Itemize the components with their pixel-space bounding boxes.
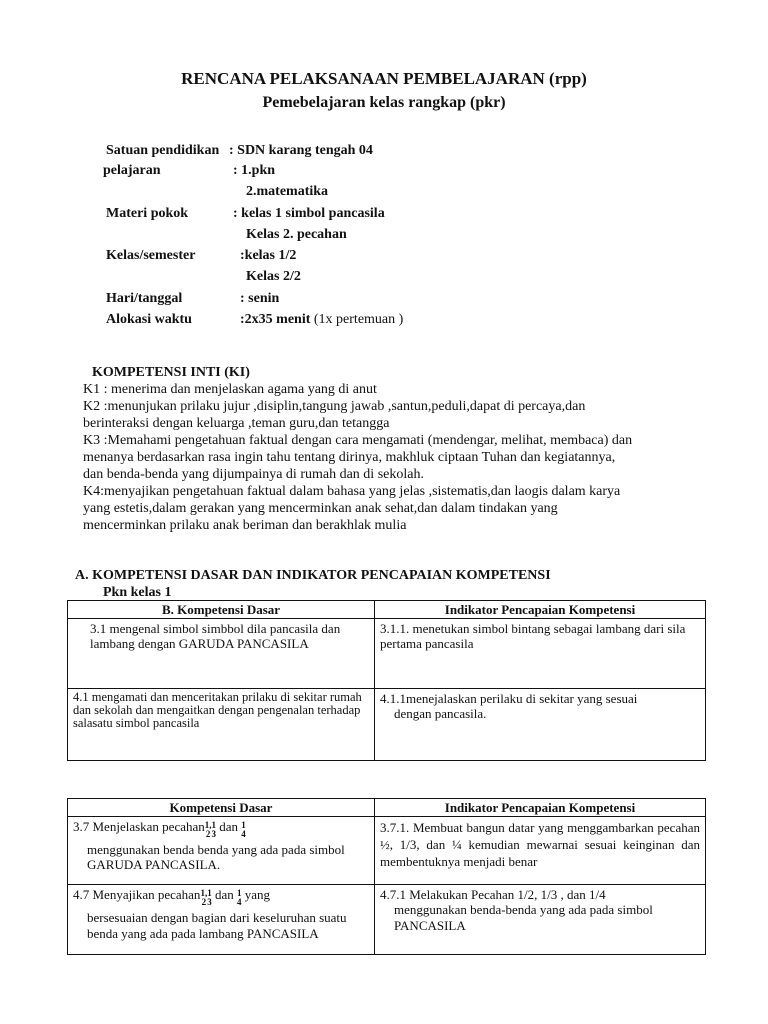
indicator-text: dengan pancasila. (394, 706, 487, 721)
indicator-cell (375, 689, 706, 761)
alokasi-value (240, 312, 403, 328)
ki-line: K4:menyajikan pengetahuan faktual dalam bahasa yang jelas ,sistematis,dan laogis dalam karya (83, 484, 621, 499)
materi-value-1: : kelas 1 simbol pancasila (233, 206, 385, 221)
indicator-cell (375, 885, 706, 955)
kelas-value-2: Kelas 2/2 (246, 269, 301, 284)
kd-text: 3.7 Menjelaskan pecahan (73, 819, 205, 834)
kd-text-line (73, 819, 369, 839)
section-a-heading: A. KOMPETENSI DASAR DAN INDIKATOR PENCAPAIAN KOMPETENSI (75, 568, 551, 583)
kd-cell: 3.1 mengenal simbol simbbol dila pancasila dan lambang dengan GARUDA PANCASILA (68, 619, 375, 689)
kd-text: menggunakan benda benda yang ada pada simbol GARUDA PANCASILA. (87, 842, 345, 872)
kd-text: 4.7 Menyajikan pecahan (73, 887, 201, 902)
alokasi-label: Alokasi waktu (106, 312, 192, 327)
kd-cell (68, 817, 375, 885)
indicator-cell: 3.7.1. Membuat bangun datar yang menggambarkan pecahan ½, 1/3, dan ¼ kemudian mewarnai sesuai keinginan dan membentuknya menjadi benar (375, 817, 706, 885)
ki-line: mencerminkan prilaku anak beriman dan berakhlak mulia (83, 518, 407, 533)
fraction-third (207, 889, 212, 907)
table-row (68, 619, 706, 689)
hari-label: Hari/tanggal (106, 291, 183, 306)
fraction-quarter (237, 889, 242, 907)
kd-cell (68, 885, 375, 955)
section-a-subheading: Pkn kelas 1 (103, 585, 172, 600)
kelas-value-1: :kelas 1/2 (240, 248, 297, 263)
document-subtitle: Pemebelajaran kelas rangkap (pkr) (262, 94, 506, 111)
column-header-indicator: Indikator Pencapaian Kompetensi (375, 601, 706, 619)
table-row (68, 817, 706, 885)
fraction-numerator: 1 (241, 820, 246, 830)
table-row (68, 885, 706, 955)
fraction-numerator: 1, (204, 820, 212, 830)
fraction-half-third (205, 821, 212, 839)
fraction-denominator: 3 (207, 897, 212, 907)
fraction-numerator: 1 (211, 820, 217, 830)
kd-text: bersesuaian dengan bagian dari keseluruhan suatu benda yang ada pada lambang PANCASILA (87, 910, 347, 941)
column-header-indicator: Indikator Pencapaian Kompetensi (375, 799, 706, 817)
kd-text: dan (214, 887, 234, 902)
fraction-quarter (241, 821, 246, 839)
ki-line: K1 : menerima dan menjelaskan agama yang di anut (83, 382, 377, 397)
competency-table-math (67, 798, 706, 955)
indicator-text: menggunakan benda-benda yang ada pada simbol PANCASILA (394, 902, 653, 933)
document-title: RENCANA PELAKSANAAN PEMBELAJARAN (rpp) (181, 69, 587, 88)
column-header-kd: B. Kompetensi Dasar (68, 601, 375, 619)
ki-line: yang estetis,dalam gerakan yang mencerminkan anak sehat,dan dalam tindakan yang (83, 501, 558, 516)
fraction-denominator: 4 (236, 897, 242, 907)
fraction-third (212, 821, 217, 839)
pelajaran-value-1: : 1.pkn (233, 163, 276, 178)
kd-text: dan (219, 819, 239, 834)
fraction-denominator: 3 (211, 829, 217, 839)
table-header-row (68, 601, 706, 619)
satuan-value: : SDN karang tengah 04 (229, 143, 373, 158)
materi-label: Materi pokok (106, 206, 189, 221)
table-row (68, 689, 706, 761)
column-header-kd: Kompetensi Dasar (68, 799, 375, 817)
fraction-denominator: 4 (241, 829, 246, 839)
fraction-half-third (200, 889, 207, 907)
indicator-cell: 3.1.1. menetukan simbol bintang sebagai lambang dari sila pertama pancasila (375, 619, 706, 689)
kelas-label: Kelas/semester (106, 248, 196, 263)
kd-text: yang (244, 887, 270, 902)
ki-line: dan benda-benda yang dijumpainya di rumah dan di sekolah. (83, 467, 424, 482)
fraction-denominator: 2 (205, 829, 211, 839)
pelajaran-value-2: 2.matematika (246, 184, 329, 199)
fraction-denominator: 2 (201, 897, 207, 907)
kd-text-line (73, 887, 369, 907)
ki-line: berinteraksi dengan keluarga ,teman guru,dan tetangga (83, 416, 390, 431)
table-header-row (68, 799, 706, 817)
ki-line: menanya berdasarkan rasa ingin tahu tentang dirinya, makhluk ciptaan Tuhan dan kegiatannya, (83, 450, 616, 465)
fraction-numerator: 1, (200, 888, 208, 898)
ki-heading: KOMPETENSI INTI (KI) (92, 365, 250, 380)
kd-cell: 4.1 mengamati dan menceritakan prilaku di sekitar rumah dan sekolah dan mengaitkan dengan pengenalan terhadap salasatu simbol pancasila (68, 689, 375, 761)
alokasi-meetings: (1x pertemuan ) (313, 312, 404, 327)
satuan-label: Satuan pendidikan (106, 143, 220, 158)
fraction-numerator: 1 (236, 888, 242, 898)
alokasi-duration: :2x35 menit (240, 312, 311, 327)
fraction-numerator: 1 (207, 888, 212, 898)
competency-table-pkn (67, 600, 706, 761)
indicator-text: 4.1.1menejalaskan perilaku di sekitar yang sesuai (380, 691, 638, 706)
pelajaran-label: pelajaran (103, 163, 161, 178)
indicator-text: 4.7.1 Melakukan Pecahan 1/2, 1/3 , dan 1/4 (380, 887, 606, 902)
ki-line: K2 :menunjukan prilaku jujur ,disiplin,tangung jawab ,santun,peduli,dapat di percaya,dan (83, 399, 586, 414)
materi-value-2: Kelas 2. pecahan (246, 227, 347, 242)
ki-line: K3 :Memahami pengetahuan faktual dengan cara mengamati (mendengar, melihat, membaca) dan (83, 433, 633, 448)
hari-value: : senin (240, 291, 280, 306)
